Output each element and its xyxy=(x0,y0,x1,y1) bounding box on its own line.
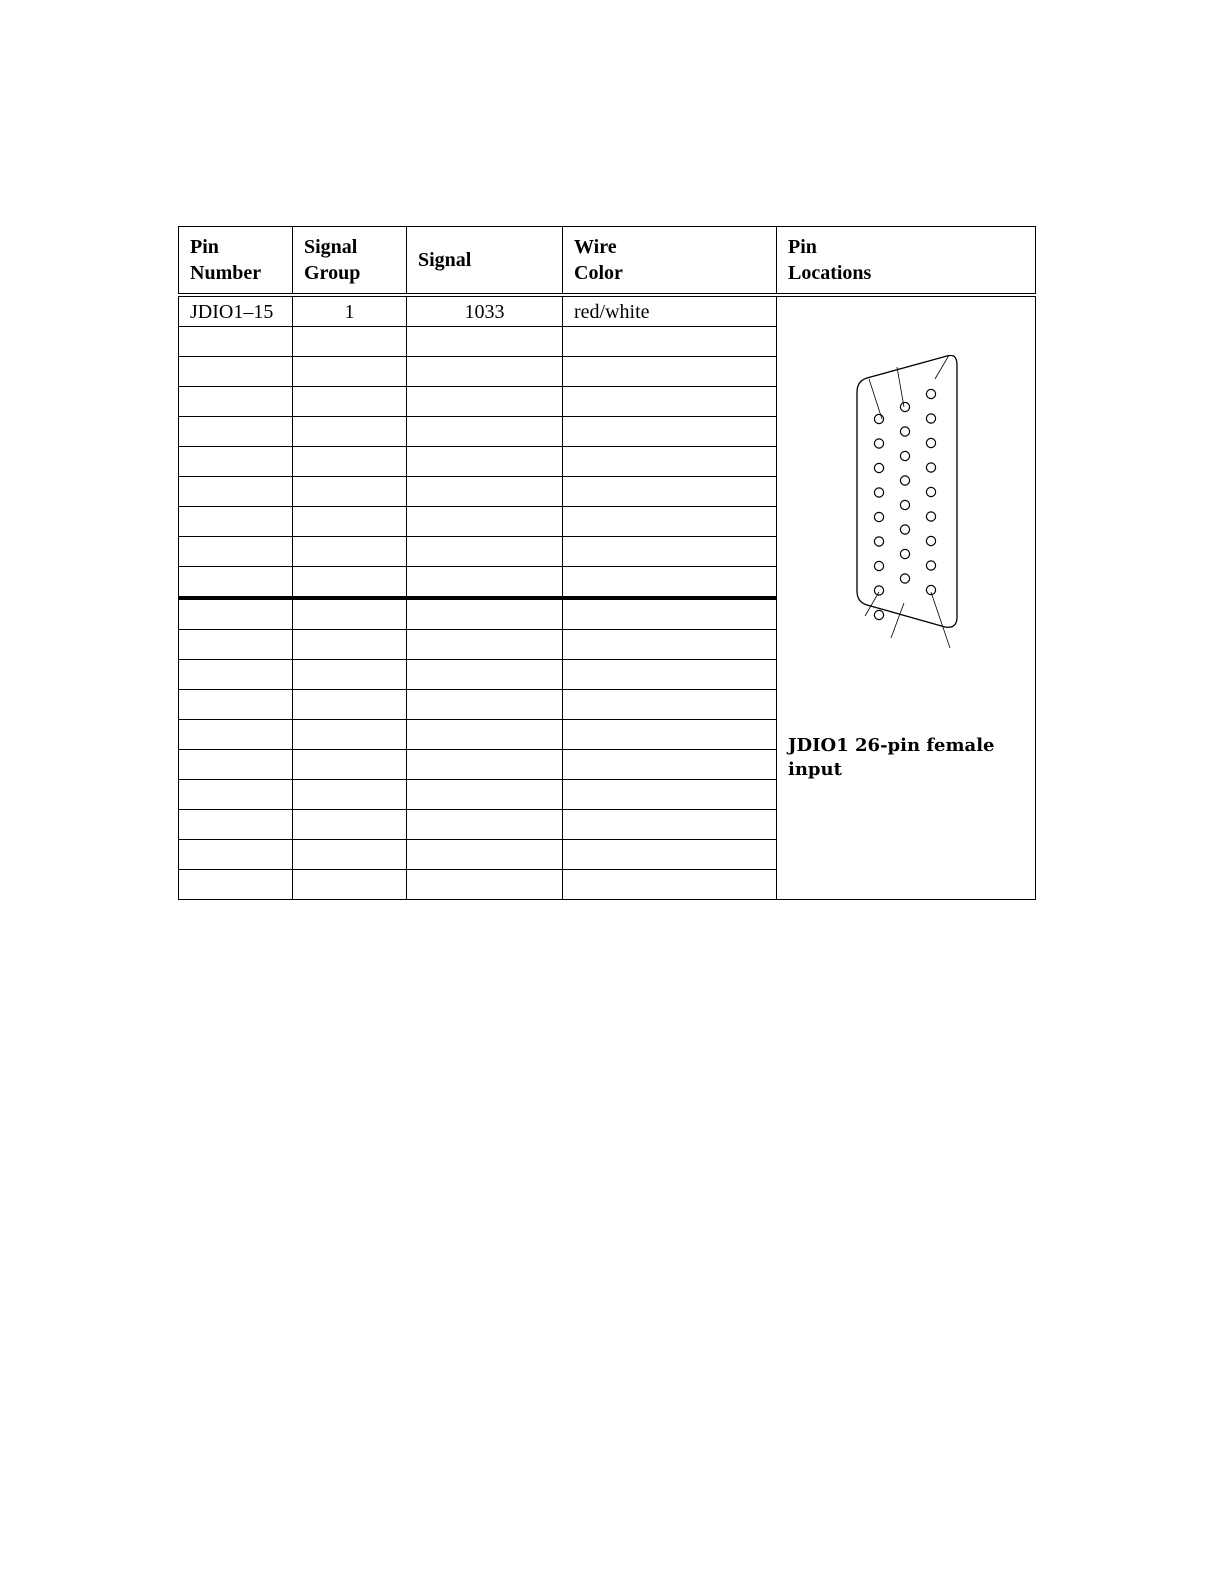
table-cell xyxy=(179,567,293,599)
table-cell xyxy=(407,327,563,357)
connector-pin xyxy=(874,414,883,423)
connector-pin xyxy=(900,574,909,583)
header-pin-locations-label: Pin Locations xyxy=(788,236,872,284)
table-cell xyxy=(407,810,563,840)
table-cell xyxy=(563,477,777,507)
table-cell xyxy=(293,840,407,870)
table-cell xyxy=(563,447,777,477)
connector-pin xyxy=(926,463,935,472)
table-cell xyxy=(293,720,407,750)
table-cell xyxy=(293,750,407,780)
pin-table xyxy=(178,226,1036,900)
connector-shell xyxy=(857,355,957,627)
pin-locations-cell xyxy=(777,295,1036,900)
table-cell xyxy=(293,507,407,537)
table-cell xyxy=(179,750,293,780)
table-cell xyxy=(563,750,777,780)
table-cell xyxy=(563,417,777,447)
table-cell xyxy=(407,567,563,599)
table-cell xyxy=(407,840,563,870)
table-cell xyxy=(293,417,407,447)
connector-pin xyxy=(900,500,909,509)
table-cell xyxy=(407,537,563,567)
connector-pin xyxy=(926,389,935,398)
connector-pin xyxy=(874,610,883,619)
table-cell xyxy=(407,630,563,660)
table-cell xyxy=(179,507,293,537)
header-wire-color-label: Wire Color xyxy=(574,236,623,284)
table-cell xyxy=(563,840,777,870)
table-cell xyxy=(563,660,777,690)
table-cell xyxy=(407,598,563,630)
cell-pin-number: JDIO1–15 xyxy=(179,295,293,327)
connector-pin xyxy=(926,487,935,496)
header-signal-label: Signal xyxy=(418,249,472,271)
connector-pin xyxy=(874,439,883,448)
connector-pin xyxy=(926,512,935,521)
header-pin-number xyxy=(179,227,293,296)
table-cell xyxy=(293,327,407,357)
header-pin-locations xyxy=(777,227,1036,296)
connector-pin xyxy=(900,549,909,558)
connector-pin xyxy=(900,525,909,534)
table-cell xyxy=(563,357,777,387)
connector-pin xyxy=(874,537,883,546)
table-cell xyxy=(179,690,293,720)
table-cell xyxy=(179,660,293,690)
table-cell xyxy=(293,810,407,840)
table-cell xyxy=(179,810,293,840)
table-cell xyxy=(179,870,293,900)
table-cell xyxy=(179,477,293,507)
connector-pin xyxy=(874,463,883,472)
table-cell xyxy=(293,567,407,599)
table-cell xyxy=(293,537,407,567)
table-cell xyxy=(293,598,407,630)
table-cell xyxy=(563,327,777,357)
table-cell xyxy=(179,357,293,387)
table-cell xyxy=(407,660,563,690)
connector-pin xyxy=(926,536,935,545)
table-cell xyxy=(563,387,777,417)
table-cell xyxy=(407,870,563,900)
cell-signal: 1033 xyxy=(407,295,563,327)
connector-pin xyxy=(900,476,909,485)
table-cell xyxy=(407,690,563,720)
table-cell xyxy=(179,720,293,750)
table-cell xyxy=(407,477,563,507)
header-wire-color xyxy=(563,227,777,296)
connector-pin xyxy=(874,512,883,521)
table-cell xyxy=(293,690,407,720)
header-signal-group xyxy=(293,227,407,296)
table-cell xyxy=(293,477,407,507)
table-cell xyxy=(179,840,293,870)
connector-pin xyxy=(926,414,935,423)
table-cell xyxy=(179,417,293,447)
table-cell xyxy=(407,720,563,750)
table-cell xyxy=(563,780,777,810)
table-cell xyxy=(563,567,777,599)
connector-leader-lines xyxy=(865,355,955,648)
connector-pin xyxy=(900,427,909,436)
table-cell xyxy=(407,780,563,810)
table-cell xyxy=(293,660,407,690)
table-cell xyxy=(563,630,777,660)
connector-pin xyxy=(926,561,935,570)
header-pin-number-label: Pin Number xyxy=(190,236,262,284)
header-signal xyxy=(407,227,563,296)
table-cell xyxy=(293,387,407,417)
table-cell xyxy=(563,810,777,840)
cell-signal-group: 1 xyxy=(293,295,407,327)
connector-pin xyxy=(926,438,935,447)
table-row xyxy=(179,295,1036,327)
table-cell xyxy=(293,780,407,810)
table-cell xyxy=(563,720,777,750)
table-cell xyxy=(407,507,563,537)
table-cell xyxy=(179,387,293,417)
table-cell xyxy=(563,598,777,630)
connector-pin xyxy=(900,402,909,411)
cell-wire-color: red/white xyxy=(563,295,777,327)
table-cell xyxy=(563,870,777,900)
table-cell xyxy=(179,598,293,630)
table-cell xyxy=(179,537,293,567)
table-cell xyxy=(293,630,407,660)
connector-pin xyxy=(900,451,909,460)
table-cell xyxy=(293,447,407,477)
table-cell xyxy=(179,630,293,660)
table-cell xyxy=(179,327,293,357)
table-cell xyxy=(293,357,407,387)
table-cell xyxy=(563,690,777,720)
table-cell xyxy=(407,357,563,387)
table-cell xyxy=(563,537,777,567)
db26-connector-icon xyxy=(847,355,967,655)
connector-pin xyxy=(874,488,883,497)
header-row xyxy=(179,227,1036,296)
table-cell xyxy=(179,780,293,810)
connector-pin xyxy=(874,561,883,570)
table-cell xyxy=(407,447,563,477)
connector-pins xyxy=(874,389,935,619)
connector-pin xyxy=(874,586,883,595)
table-cell xyxy=(407,387,563,417)
pin-locations-caption: JDIO1 26-pin female input xyxy=(788,735,995,780)
table-cell xyxy=(407,417,563,447)
table-cell xyxy=(293,870,407,900)
table-cell xyxy=(179,447,293,477)
table-cell xyxy=(563,507,777,537)
table-cell xyxy=(407,750,563,780)
header-signal-group-label: Signal Group xyxy=(304,236,361,284)
